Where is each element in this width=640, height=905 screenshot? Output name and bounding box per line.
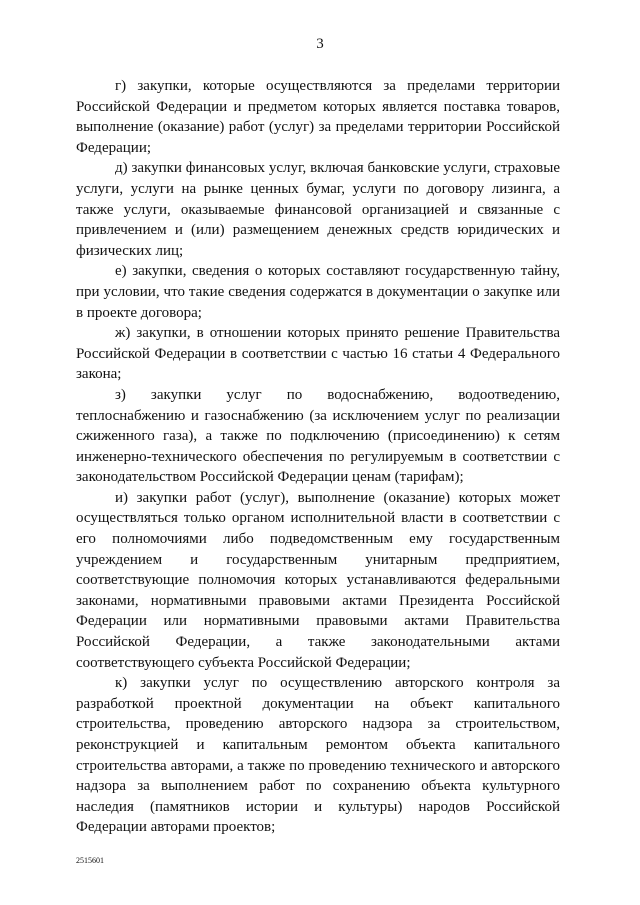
paragraph-g: г) закупки, которые осуществляются за пределами территории Российской Федерации и предметом которых является поставка товаров, выполнение (оказание) работ (услуг) за пределами территории Российской Федерации; xyxy=(76,78,560,156)
document-code: 2515601 xyxy=(76,856,104,865)
paragraph-i: и) закупки работ (услуг), выполнение (оказание) которых может осуществляться только органом исполнительной власти в соответствии с его полномочиями либо подведомственным ему государственным учреждением и государственным унитарным предприятием, соответствующие полномочия которых устанавливаются федеральными законами, нормативными правовыми актами Президента Российской Федерации или нормативными правовыми актами Правительства Российской Федерации, а также законодательными актами соответствующего субъекта Российской Федерации; xyxy=(76,489,560,671)
paragraph-d: д) закупки финансовых услуг, включая банковские услуги, страховые услуги, услуги на рынке ценных бумаг, услуги по договору лизинга, а также услуги, оказываемые финансовой организацией и связанные с привлечением и (или) размещением денежных средств юридических и физических лиц; xyxy=(76,160,560,259)
page-number: 3 xyxy=(316,36,324,52)
paragraph-k: к) закупки услуг по осуществлению авторского контроля за разработкой проектной документации на объект капитального строительства, проведению авторского надзора за строительством, реконструкцией и капитальным ремонтом объекта капитального строительства авторами, а также по проведению технического и авторского надзора за выполнением работ по сохранению объекта культурного наследия (памятников истории и культуры) народов Российской Федерации авторами проектов; xyxy=(76,675,560,836)
paragraph-zh: ж) закупки, в отношении которых принято решение Правительства Российской Федерации в соответствии с частью 16 статьи 4 Федерального закона; xyxy=(76,325,560,383)
paragraph-e: е) закупки, сведения о которых составляют государственную тайну, при условии, что такие сведения содержатся в документации о закупке или в проекте договора; xyxy=(76,263,560,321)
paragraph-z: з) закупки услуг по водоснабжению, водоотведению, теплоснабжению и газоснабжению (за исключением услуг по реализации сжиженного газа), а также по подключению (присоединению) к сетям инженерно-технического обеспечения по регулируемым в соответствии с законодательством Российской Федерации ценам (тарифам); xyxy=(76,386,560,486)
document-body xyxy=(76,76,560,838)
